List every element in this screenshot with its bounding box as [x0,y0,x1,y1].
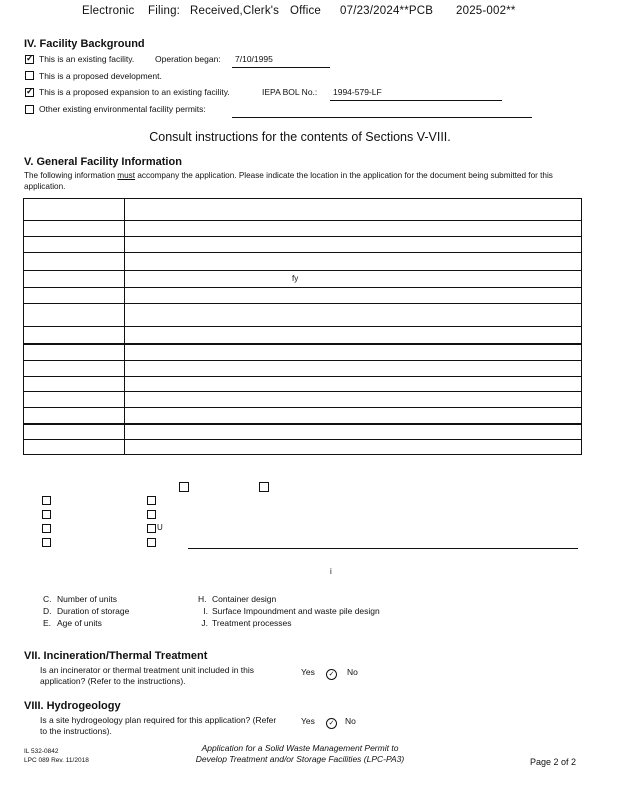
form-title-line-1: Application for a Solid Waste Management Permit to [201,743,399,753]
table-row [24,376,581,377]
hydrogeology-question: Is a site hydrogeology plan required for this application? (Refer to the instructions). [40,715,277,736]
header-filing: Filing: [148,5,181,17]
page-number: Page 2 of 2 [530,757,577,767]
table-row [24,287,581,288]
item-label: Number of units [57,594,117,604]
table-row [24,220,581,221]
section-5-intro [24,171,584,192]
table-row [24,270,581,271]
form-rev: LPC 089 Rev. 11/2018 [24,757,89,764]
table-row [24,303,581,304]
other-permits-checkbox[interactable] [25,105,34,114]
other-unit-field[interactable] [188,548,578,549]
item-letter: D. [43,606,52,616]
header-case-number: 2025-002** [456,5,516,17]
unit-checkbox[interactable] [147,538,156,547]
intro-prefix: The following information [24,171,118,180]
general-info-table [23,198,582,455]
intro-suffix: accompany the application. Please indicate the location in the application for the document being submitted for this application. [24,171,553,191]
iepa-bol-field[interactable] [330,100,502,101]
item-label: Treatment processes [212,618,292,628]
header-electronic: Electronic [82,5,135,17]
table-row [24,326,581,327]
consult-note: Consult instructions for the contents of Sections V-VIII. [149,130,451,144]
list-item [198,605,380,617]
section-8-title: VIII. Hydrogeology [24,700,121,712]
item-letter: E. [43,618,52,628]
item-label: Duration of storage [57,606,130,616]
unit-checkbox[interactable] [42,524,51,533]
unit-checkbox[interactable] [147,510,156,519]
existing-facility-checkbox[interactable] [25,55,34,64]
header-received: Received,Clerk's [190,5,280,17]
check-circle-icon: ✓ [326,669,337,680]
treatment-option-checkbox[interactable] [259,482,269,492]
proposed-expansion-label: This is a proposed expansion to an existing facility. [39,87,230,97]
form-identifiers [24,747,89,765]
form-id: IL 532-0842 [24,748,59,755]
table-row [24,343,581,345]
proposed-expansion-checkbox[interactable] [25,88,34,97]
header-date: 07/23/2024**PCB [340,5,434,17]
existing-facility-label: This is an existing facility. [39,54,135,64]
item-letter: J. [201,618,208,628]
header-office: Office [290,5,322,17]
item-letter: I. [203,606,208,616]
requirements-list-left [43,593,129,629]
item-letter: C. [43,594,52,604]
incinerator-answer-radio[interactable] [326,666,337,684]
item-label: Surface Impoundment and waste pile design [212,606,380,616]
requirements-list-right [198,593,380,629]
list-item [43,593,129,605]
unit-checkbox[interactable] [147,496,156,505]
table-row [24,423,581,425]
other-permits-label: Other existing environmental facility permits: [39,104,206,114]
operation-began-label: Operation began: [155,54,221,64]
table-row [24,360,581,361]
list-item [198,593,380,605]
text-fragment-u: U [157,523,163,532]
form-title-line-2: Develop Treatment and/or Storage Facilities (LPC-PA3) [195,754,405,764]
item-label: Age of units [57,618,102,628]
item-label: Container design [212,594,277,604]
hydrogeology-no-label: No [345,716,356,726]
incinerator-no-label: No [347,667,358,677]
storage-option-checkbox[interactable] [179,482,189,492]
section-4-title: IV. Facility Background [24,38,145,50]
iepa-bol-label: IEPA BOL No.: [262,87,318,97]
table-row [24,439,581,440]
list-item [43,617,129,629]
item-letter: H. [198,594,207,604]
check-circle-icon: ✓ [326,718,337,729]
incinerator-yes-label: Yes [301,667,315,677]
other-permits-field[interactable] [232,117,532,118]
table-row [24,391,581,392]
table-text-fragment: fy [292,274,299,283]
unit-checkbox[interactable] [42,496,51,505]
table-row [24,407,581,408]
operation-began-field[interactable] [232,67,330,68]
iepa-bol-value: 1994-579-LF [333,87,382,97]
proposed-development-label: This is a proposed development. [39,71,162,81]
hydrogeology-yes-label: Yes [301,716,315,726]
table-row [24,252,581,253]
section-7-title: VII. Incineration/Thermal Treatment [24,650,208,662]
form-title [150,743,450,765]
proposed-development-checkbox[interactable] [25,71,34,80]
unit-checkbox[interactable] [42,510,51,519]
text-fragment-i: i [330,567,332,576]
incinerator-question: Is an incinerator or thermal treatment unit included in this application? (Refer to the instructions). [40,665,255,686]
list-item [43,605,129,617]
table-row [24,236,581,237]
unit-checkbox[interactable] [42,538,51,547]
intro-must: must [117,171,136,180]
list-item [198,617,380,629]
hydrogeology-answer-radio[interactable] [326,715,337,733]
unit-checkbox[interactable] [147,524,156,533]
section-5-title: V. General Facility Information [24,156,182,168]
operation-began-value: 7/10/1995 [235,54,273,64]
